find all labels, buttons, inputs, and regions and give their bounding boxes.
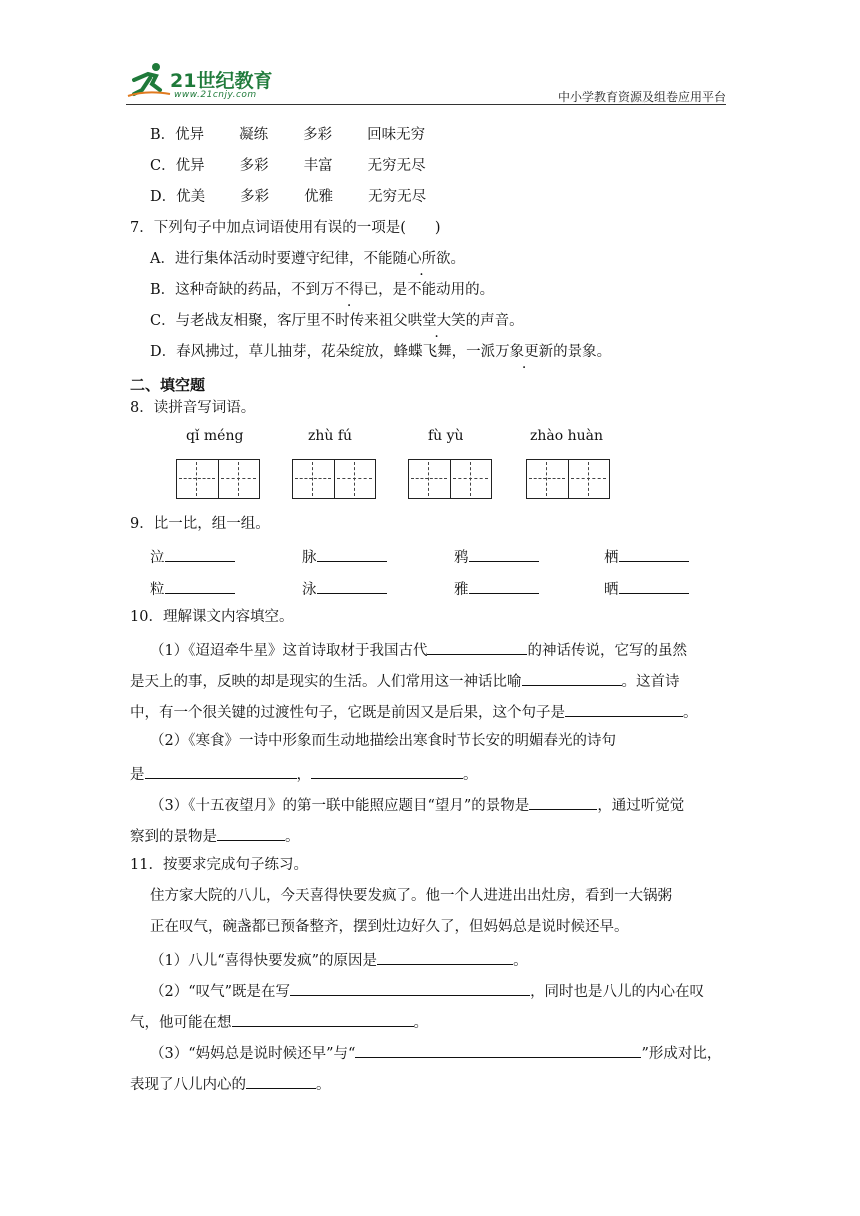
answer-blank[interactable] — [469, 545, 539, 562]
header-platform-name: 中小学教育资源及组卷应用平台 — [557, 90, 726, 104]
answer-blank[interactable] — [165, 545, 235, 562]
text: ，是不能动用的。 — [378, 282, 495, 298]
runner-logo-icon — [126, 60, 172, 100]
option-word: 多彩 — [303, 127, 333, 143]
q11-s3-line1 — [150, 1041, 721, 1064]
answer-blank[interactable] — [290, 979, 530, 996]
q10-p1-line2 — [130, 669, 680, 692]
answer-blank[interactable] — [427, 638, 527, 655]
q7-option-d — [150, 342, 611, 362]
logo-text: 21世纪教育 — [170, 70, 273, 92]
compare-item — [150, 545, 235, 567]
option-word: 无穷无尽 — [368, 189, 427, 205]
text: D．春风拂过，草儿抽芽，花朵绽放，蜂蝶飞舞，一派 — [150, 344, 496, 360]
option-word: 凝练 — [239, 127, 269, 143]
answer-blank[interactable] — [317, 545, 387, 562]
option-letter: C． — [150, 158, 176, 174]
logo — [126, 60, 296, 104]
q10-p1-line3 — [130, 700, 698, 723]
answer-blank[interactable] — [377, 948, 513, 965]
dotted-phrase: 万象更新 — [495, 344, 554, 360]
q11-s2-line2 — [130, 1010, 428, 1033]
pinyin-3: fù yù — [428, 428, 464, 444]
compare-item — [454, 545, 539, 567]
dotted-phrase: 随心所欲 — [392, 251, 451, 267]
logo-url: www.21cnjy.com — [174, 90, 257, 100]
q6-option-c — [150, 156, 426, 176]
q10-p3-line2 — [130, 824, 300, 847]
option-letter: D． — [150, 189, 177, 205]
compare-item — [302, 545, 387, 567]
text: 察到的景物是 — [130, 829, 217, 845]
text: 。 — [450, 251, 465, 267]
text: 。 — [285, 829, 300, 845]
option-word: 无穷无尽 — [367, 158, 426, 174]
pinyin-1: qǐ méng — [186, 428, 244, 444]
text: （2）“叹气”既是在写 — [150, 984, 291, 1000]
q7-option-b — [150, 280, 494, 300]
writing-grid-4[interactable] — [526, 459, 610, 499]
text: 。这首诗 — [621, 674, 680, 690]
q11-s2-line1 — [150, 979, 704, 1002]
text: ，同时也是八儿的内心在叹 — [530, 984, 705, 1000]
text: 中，有一个很关键的过渡性句子，它既是前因又是后果，这个句子是 — [130, 705, 565, 721]
q7-option-c — [150, 311, 524, 331]
text: ， — [296, 767, 311, 783]
char: 鸦 — [454, 550, 469, 566]
q11-passage-line1: 住方家大院的八儿，今天喜得快要发疯了。他一个人进进出出灶房，看到一大锅粥 — [150, 888, 672, 904]
answer-blank[interactable] — [217, 824, 285, 841]
answer-blank[interactable] — [232, 1010, 414, 1027]
text: 表现了八儿内心的 — [130, 1077, 246, 1093]
answer-blank[interactable] — [522, 669, 622, 686]
text: ”形成对比， — [641, 1046, 722, 1062]
answer-blank[interactable] — [529, 793, 597, 810]
text: 的声音。 — [465, 313, 524, 329]
q6-option-d — [150, 187, 426, 207]
q8-stem: 8．读拼音写词语。 — [130, 400, 256, 416]
answer-blank[interactable] — [469, 577, 539, 594]
char: 栖 — [604, 550, 619, 566]
option-word: 优异 — [175, 158, 205, 174]
text: 。 — [316, 1077, 331, 1093]
writing-grid-3[interactable] — [408, 459, 492, 499]
char: 粒 — [150, 582, 165, 598]
q11-passage-line2: 正在叹气，碗盏都已预备整齐，摆到灶边好久了，但妈妈总是说时候还早。 — [150, 919, 629, 935]
q11-stem: 11．按要求完成句子练习。 — [130, 857, 308, 873]
char: 泳 — [302, 582, 317, 598]
answer-blank[interactable] — [355, 1041, 641, 1058]
text: ，通过听觉觉 — [597, 798, 685, 814]
text: 的神话传说，它写的虽然 — [527, 643, 687, 659]
text: 是 — [130, 767, 145, 783]
char: 晒 — [604, 582, 619, 598]
answer-blank[interactable] — [317, 577, 387, 594]
pinyin-4: zhào huàn — [530, 428, 604, 444]
compare-item — [604, 545, 689, 567]
text: 。 — [463, 767, 478, 783]
option-word: 优雅 — [304, 189, 334, 205]
answer-blank[interactable] — [311, 762, 463, 779]
char: 脉 — [302, 550, 317, 566]
option-letter: B． — [150, 127, 176, 143]
q11-s3-line2 — [130, 1072, 331, 1095]
char: 泣 — [150, 550, 165, 566]
answer-blank[interactable] — [619, 545, 689, 562]
text: 是天上的事，反映的却是现实的生活。人们常用这一神话比喻 — [130, 674, 522, 690]
dotted-phrase: 万不得已 — [320, 282, 379, 298]
compare-item — [150, 577, 235, 599]
q11-s1 — [150, 948, 528, 971]
text: （3）《十五夜望月》的第一联中能照应题目“望月”的景物是 — [150, 798, 530, 814]
compare-item — [302, 577, 387, 599]
char: 雅 — [454, 582, 469, 598]
q9-stem: 9．比一比，组一组。 — [130, 516, 270, 532]
text: 。 — [513, 953, 528, 969]
writing-grid-2[interactable] — [292, 459, 376, 499]
section-title: 二、填空题 — [130, 376, 206, 394]
text: B．这种奇缺的药品，不到 — [150, 282, 321, 298]
q10-p2-line2 — [130, 762, 478, 785]
text: （3）“妈妈总是说时候还早”与“ — [150, 1046, 356, 1062]
compare-item — [604, 577, 689, 599]
text: 。 — [683, 705, 698, 721]
text: A．进行集体活动时要遵守纪律，不能 — [150, 251, 393, 267]
q10-p3-line1 — [150, 793, 684, 816]
text: 气，他可能在想 — [130, 1015, 232, 1031]
q10-stem: 10．理解课文内容填空。 — [130, 609, 294, 625]
text: （1）八儿“喜得快要发疯”的原因是 — [150, 953, 378, 969]
q7-option-a — [150, 249, 465, 269]
answer-blank[interactable] — [565, 700, 683, 717]
text: （1）《迢迢牵牛星》这首诗取材于我国古代 — [150, 643, 428, 659]
answer-blank[interactable] — [145, 762, 297, 779]
q7-stem: 7．下列句子中加点词语使用有误的一项是( ) — [130, 220, 441, 236]
dotted-phrase: 哄堂大笑 — [407, 313, 466, 329]
option-word: 优异 — [175, 127, 205, 143]
writing-grid-1[interactable] — [176, 459, 260, 499]
answer-blank[interactable] — [619, 577, 689, 594]
page-header — [126, 60, 726, 106]
q10-p2-line1: （2）《寒食》一诗中形象而生动地描绘出寒食时节长安的明媚春光的诗句 — [150, 733, 616, 749]
option-word: 多彩 — [240, 189, 270, 205]
option-word: 丰富 — [303, 158, 333, 174]
pinyin-2: zhù fú — [308, 428, 353, 444]
header-divider — [126, 104, 726, 105]
option-word: 多彩 — [239, 158, 269, 174]
option-word: 优美 — [176, 189, 206, 205]
text: 。 — [413, 1015, 428, 1031]
text: C．与老战友相聚，客厅里不时传来祖父 — [150, 313, 408, 329]
compare-item — [454, 577, 539, 599]
option-word: 回味无穷 — [367, 127, 426, 143]
q6-option-b — [150, 125, 425, 145]
answer-blank[interactable] — [165, 577, 235, 594]
text: 的景象。 — [553, 344, 612, 360]
q10-p1-line1 — [150, 638, 687, 661]
answer-blank[interactable] — [246, 1072, 316, 1089]
